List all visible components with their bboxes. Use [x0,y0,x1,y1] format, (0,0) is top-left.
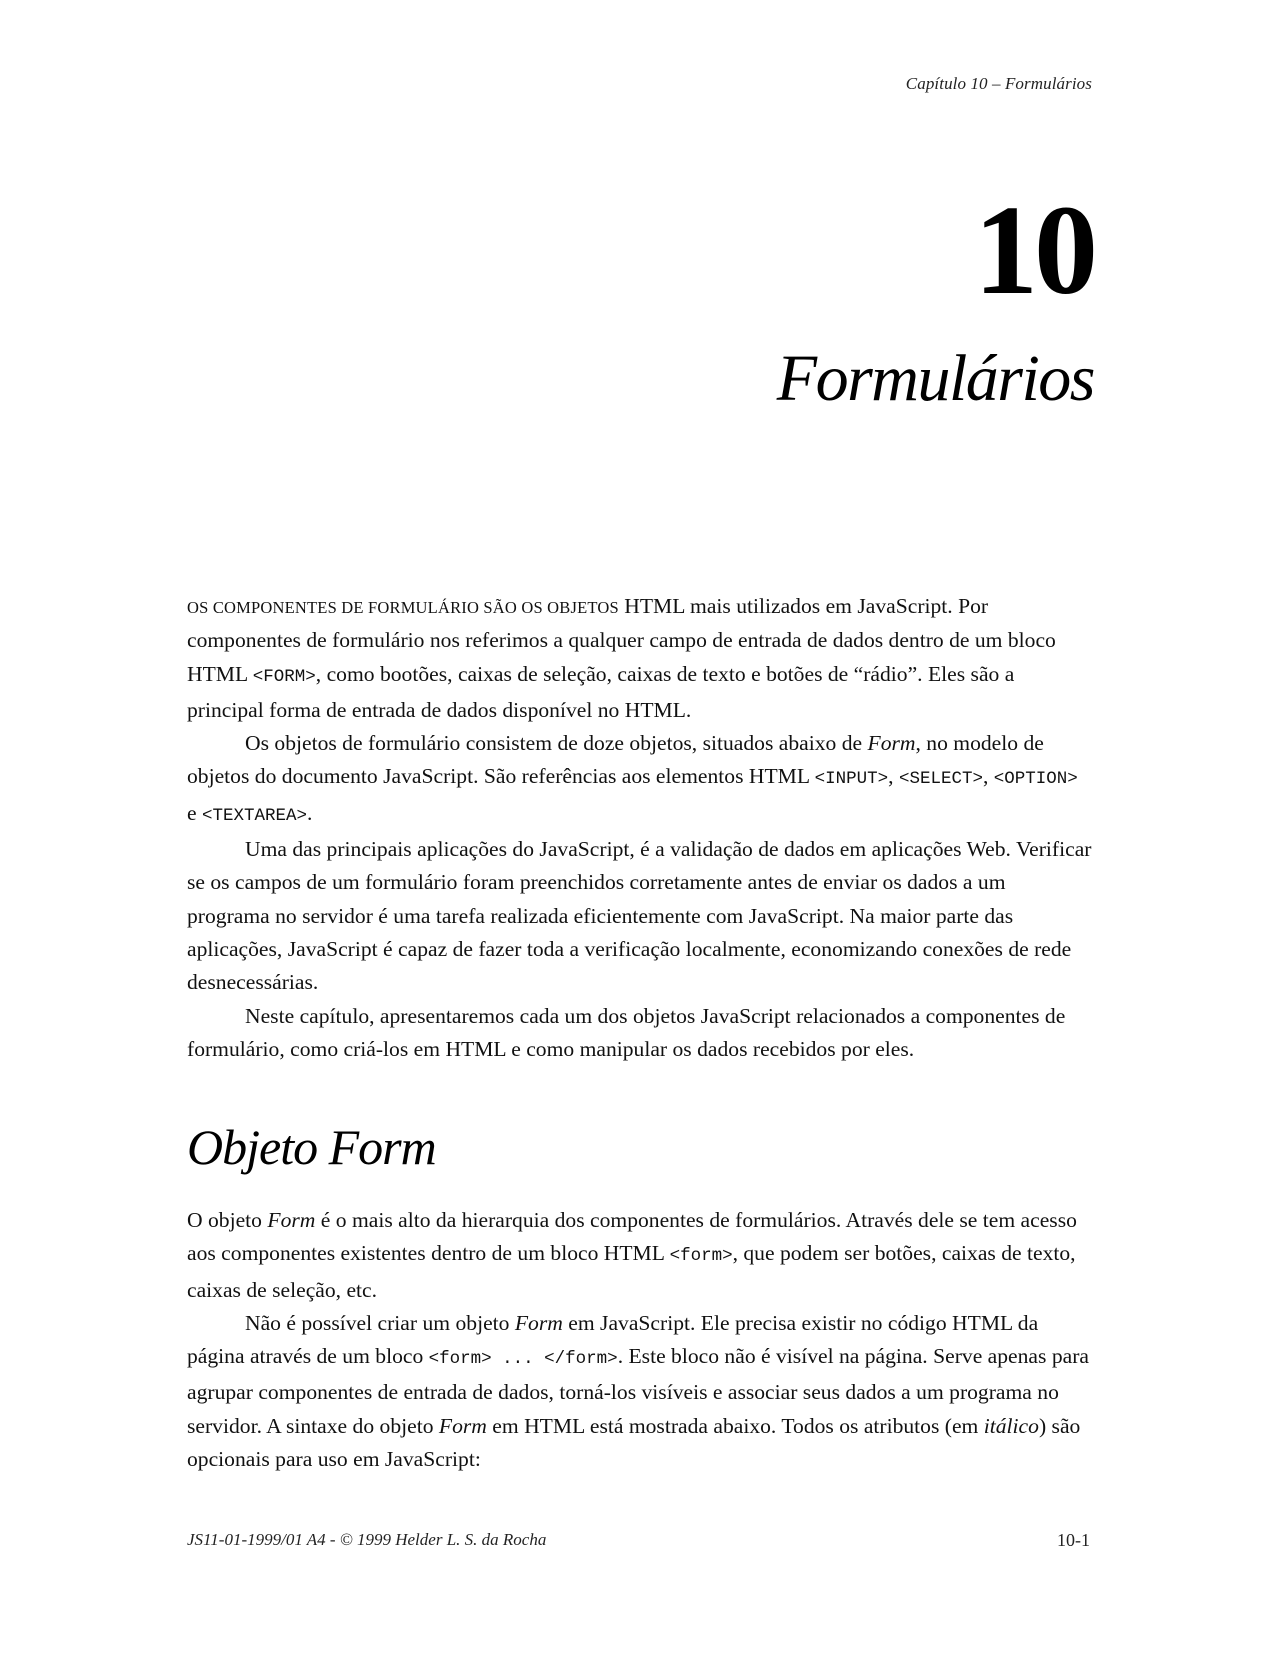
text-run: Os objetos de formulário consistem de doze objetos, situados abaixo de [245,731,868,756]
italic-term: Form [514,1310,563,1335]
form-section [187,1204,1092,1476]
chapter-number: 10 [974,179,1094,321]
section-heading: Objeto Form [187,1119,436,1175]
text-run: , [888,764,899,789]
intro-paragraph-3: Uma das principais aplicações do JavaScript, é a validação de dados em aplicações Web. Verificar se os campos de um formulário foram preenchidos corretamente antes de enviar os dados a um programa no servidor é uma tarefa realizada eficientemente com JavaScript. Na maior parte das aplicações, JavaScript é capaz de fazer toda a verificação localmente, economizando conexões de rede desnecessárias. [187,837,1092,995]
footer-copyright: JS11-01-1999/01 A4 - © 1999 Helder L. S. da Rocha [187,1530,547,1549]
text-run: é o mais alto da hierarquia dos componentes de formulários. Através dele se tem acesso aos componentes existentes dentro de um bloco HTML [187,1208,1077,1266]
intro-smallcaps-lead: OS COMPONENTES DE FORMULÁRIO SÃO OS OBJETOS [187,598,619,617]
text-run: HTML mais utilizados em JavaScript. Por componentes de formulário nos referimos a qualquer campo de entrada de dados dentro de um bloco HTML [187,594,1056,686]
text-run: , no modelo de objetos do documento JavaScript. São referências aos elementos HTML [187,731,1044,789]
text-run: , [982,764,994,789]
text-run: Não é possível criar um objeto [245,1310,515,1335]
intro-paragraph-4: Neste capítulo, apresentaremos cada um dos objetos JavaScript relacionados a componentes de formulário, como criá-los em HTML e como manipular os dados recebidos por eles. [187,1003,1066,1061]
text-run: e [187,800,202,825]
code-input-tag: <INPUT> [814,769,889,790]
text-run: O objeto [187,1208,268,1232]
italic-term: Form [438,1413,487,1438]
text-run: em JavaScript. Ele precisa existir no código HTML da página através de um bloco [187,1310,1039,1369]
intro-paragraph-1 [187,590,1092,727]
footer-page-number: 10-1 [1057,1530,1090,1550]
text-run: ) são opcionais para uso em JavaScript: [187,1413,1081,1472]
code-form-block: <form> ... </form> [428,1349,618,1370]
italic-term: Form [267,1208,316,1232]
form-paragraph-2 [187,1307,1092,1476]
italic-term: Form [867,731,916,756]
code-select-tag: <SELECT> [898,769,983,790]
text-run: em HTML está mostrada abaixo. Todos os atributos (em [486,1413,984,1438]
text-run: . Este bloco não é visível na página. Serve apenas para agrupar componentes de entrada de dados, torná-los visíveis e associar seus dados a um programa no servidor. A sintaxe do objeto [187,1344,1089,1438]
code-option-tag: <OPTION> [993,769,1078,790]
intro-paragraph-2 [187,727,1092,833]
chapter-title: Formulários [776,342,1094,415]
text-run: . [307,800,313,825]
intro-section [187,590,1092,1066]
running-header: Capítulo 10 – Formulários [905,74,1092,93]
form-paragraph-1 [187,1204,1092,1307]
text-run: , como bootões, caixas de seleção, caixas de texto e botões de “rádio”. Eles são a principal forma de entrada de dados disponível no HTML. [187,661,1015,722]
code-form-tag: <FORM> [252,666,316,687]
code-form-tag: <form> [669,1246,733,1267]
text-run: , que podem ser botões, caixas de texto, caixas de seleção, etc. [187,1241,1076,1302]
code-textarea-tag: <TEXTAREA> [201,805,308,826]
italic-term: itálico [983,1413,1039,1438]
